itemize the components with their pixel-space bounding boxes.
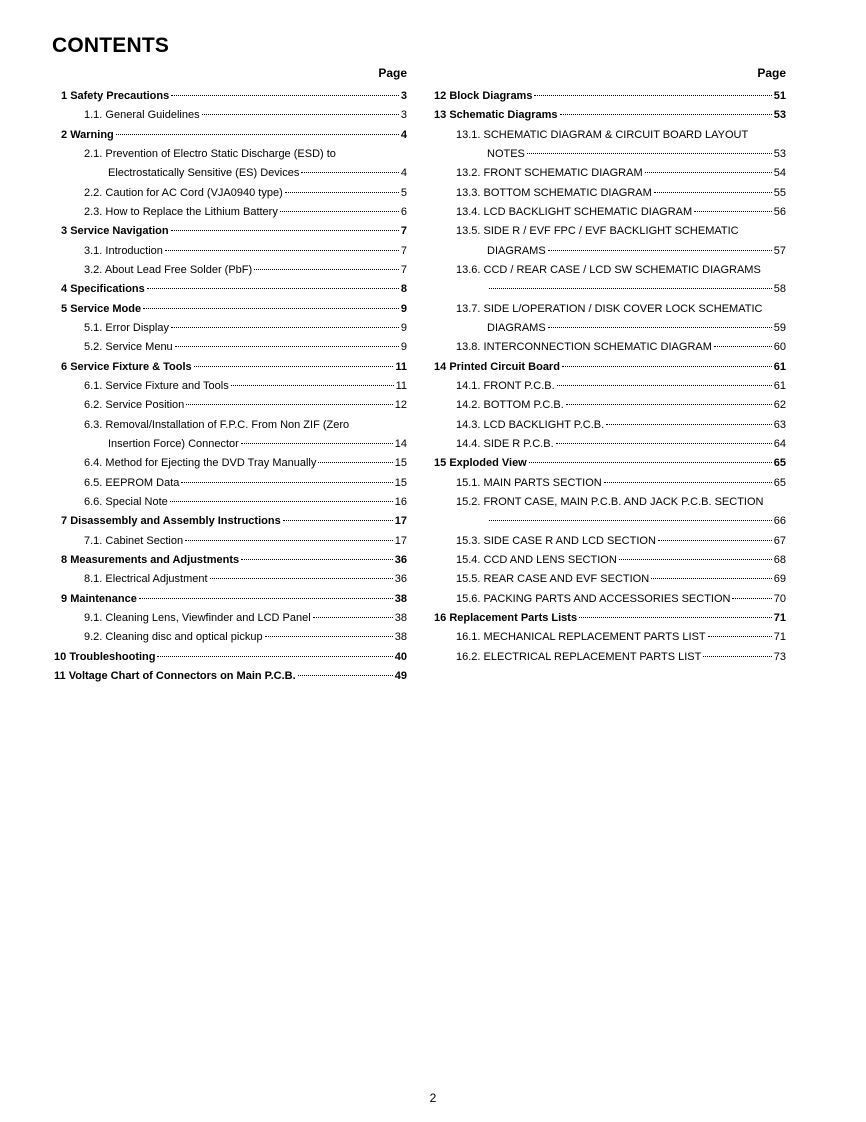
toc-entry[interactable]	[52, 261, 407, 280]
toc-entry-number: 3.1.	[84, 244, 103, 257]
toc-entry[interactable]	[432, 570, 786, 589]
toc-entry-page: 36	[394, 573, 407, 586]
dot-leader	[202, 114, 399, 115]
toc-entry-number: 13.5.	[456, 225, 481, 238]
toc-entry-number: 1.1.	[84, 109, 103, 122]
toc-entry-label: Specifications	[70, 283, 145, 296]
toc-entry-page: 69	[773, 573, 786, 586]
dot-leader	[301, 172, 399, 173]
toc-entry-label: Prevention of Electro Static Discharge (ESD) to	[105, 147, 336, 160]
toc-entry[interactable]	[52, 338, 407, 357]
dot-leader	[280, 211, 399, 212]
toc-entry-label: Exploded View	[449, 457, 527, 470]
toc-entry-label: Safety Precautions	[70, 90, 170, 102]
toc-entry-label: SIDE CASE R AND LCD SECTION	[483, 534, 656, 547]
toc-entry-label: CCD AND LENS SECTION	[483, 553, 617, 566]
toc-entry-label: FRONT CASE, MAIN P.C.B. AND JACK P.C.B. SECTION	[483, 495, 764, 508]
toc-entry-number: 12	[434, 90, 447, 102]
toc-entry-label: Electrostatically Sensitive (ES) Devices	[108, 167, 300, 180]
toc-entry-label: Service Navigation	[70, 225, 169, 238]
toc-entry-number: 15	[434, 457, 447, 470]
dot-leader	[606, 424, 772, 425]
toc-entry-page: 11	[395, 360, 407, 373]
toc-entry[interactable]	[432, 493, 786, 512]
dot-leader	[732, 598, 771, 599]
toc-entry-page: 55	[773, 186, 786, 199]
toc-column-right	[432, 64, 786, 667]
toc-entry-number: 14.1.	[456, 379, 481, 392]
toc-entry-page: 7	[400, 225, 407, 238]
toc-entry-label: Measurements and Adjustments	[70, 553, 240, 566]
toc-entry-label: Printed Circuit Board	[449, 360, 560, 373]
toc-entry-label: Warning	[70, 128, 114, 141]
toc-entry-page: 17	[394, 515, 407, 528]
toc-entry[interactable]	[52, 280, 407, 299]
dot-leader	[231, 385, 394, 386]
dot-leader	[562, 366, 772, 367]
toc-entry-label: LCD BACKLIGHT SCHEMATIC DIAGRAM	[483, 205, 693, 218]
dot-leader	[548, 327, 772, 328]
toc-entry-page: 65	[773, 457, 786, 470]
toc-entry-label: MAIN PARTS SECTION	[483, 476, 602, 489]
toc-entry[interactable]	[52, 648, 407, 667]
toc-entry-number: 7.1.	[84, 534, 103, 547]
toc-entry[interactable]	[52, 532, 407, 551]
toc-entry[interactable]	[432, 628, 786, 647]
toc-entry-label: BOTTOM SCHEMATIC DIAGRAM	[483, 186, 652, 199]
toc-entry-label: SIDE L/OPERATION / DISK COVER LOCK SCHEMATIC	[483, 302, 763, 315]
toc-entry[interactable]	[52, 396, 407, 415]
dot-leader	[241, 443, 393, 444]
dot-leader	[557, 385, 772, 386]
page-number: 2	[429, 1091, 437, 1105]
toc-entry-page: 65	[773, 476, 786, 489]
toc-entry[interactable]	[432, 358, 786, 377]
dot-leader	[116, 134, 399, 135]
toc-entry-label: MECHANICAL REPLACEMENT PARTS LIST	[483, 631, 706, 644]
toc-entry-label: DIAGRAMS	[487, 244, 546, 257]
toc-entry-label: Disassembly and Assembly Instructions	[70, 515, 281, 528]
toc-entry-number: 3.2.	[84, 263, 103, 276]
toc-entry-label: NOTES	[487, 147, 525, 160]
toc-entry[interactable]	[52, 667, 407, 686]
toc-entry-page: 68	[773, 553, 786, 566]
toc-entry[interactable]	[432, 203, 786, 222]
toc-entry[interactable]	[432, 126, 786, 145]
toc-entry-number: 15.6.	[456, 592, 481, 605]
toc-entry[interactable]	[432, 454, 786, 473]
toc-entry-page: 53	[773, 147, 786, 160]
toc-entry-label: Cabinet Section	[105, 534, 184, 547]
toc-entry-page: 53	[773, 109, 786, 122]
toc-entry-number: 15.4.	[456, 553, 481, 566]
page-column-header: Page	[378, 66, 407, 80]
dot-leader	[529, 462, 772, 463]
toc-entry-page: 12	[394, 399, 407, 412]
toc-entry[interactable]	[52, 551, 407, 570]
dot-leader	[143, 308, 399, 309]
toc-entry[interactable]	[432, 474, 786, 493]
toc-entry-label: Service Fixture and Tools	[105, 379, 229, 392]
toc-entry-label: Block Diagrams	[449, 90, 533, 102]
dot-leader	[703, 656, 771, 657]
dot-leader	[186, 404, 392, 405]
toc-entry-page: 40	[394, 650, 407, 663]
toc-entry-continuation[interactable]	[432, 145, 786, 164]
toc-entry[interactable]	[432, 338, 786, 357]
toc-entry[interactable]	[52, 493, 407, 512]
toc-entry-number: 15.5.	[456, 573, 481, 586]
toc-entry[interactable]	[52, 512, 407, 531]
toc-entry[interactable]	[52, 126, 407, 145]
dot-leader	[556, 443, 772, 444]
dot-leader	[651, 578, 772, 579]
toc-entry-page: 60	[773, 341, 786, 354]
toc-entry-label: Removal/Installation of F.P.C. From Non ZIF (Zero	[105, 418, 350, 431]
toc-entry-number: 16.2.	[456, 650, 481, 663]
toc-entry-number: 14.3.	[456, 418, 481, 431]
toc-entry-number: 2	[61, 128, 68, 141]
toc-entry-label: Schematic Diagrams	[449, 109, 558, 122]
dot-leader	[165, 250, 399, 251]
toc-entry-number: 9.2.	[84, 631, 103, 644]
toc-entry-page: 59	[773, 321, 786, 334]
toc-entry-label: Service Fixture & Tools	[70, 360, 192, 373]
toc-entry-number: 6.4.	[84, 457, 103, 470]
toc-entry[interactable]	[52, 300, 407, 319]
dot-leader	[170, 501, 393, 502]
toc-entry-label: EEPROM Data	[105, 476, 180, 489]
toc-entry-page: 5	[400, 186, 407, 199]
toc-entry-label: Method for Ejecting the DVD Tray Manually	[105, 457, 317, 470]
toc-entry-number: 14.2.	[456, 399, 481, 412]
toc-entry[interactable]	[52, 570, 407, 589]
toc-entry-number: 6.5.	[84, 476, 103, 489]
toc-entry-label: Electrical Adjustment	[105, 573, 208, 586]
toc-entry[interactable]	[432, 435, 786, 454]
toc-entry-page: 9	[400, 341, 407, 354]
toc-entry-page: 7	[400, 244, 407, 257]
dot-leader	[254, 269, 399, 270]
toc-entry[interactable]	[432, 416, 786, 435]
toc-entry-page: 64	[773, 437, 786, 450]
toc-entry-page: 71	[773, 631, 786, 644]
toc-entry-label: Service Mode	[70, 302, 142, 315]
toc-entry-label: FRONT SCHEMATIC DIAGRAM	[483, 167, 643, 180]
dot-leader	[489, 288, 772, 289]
toc-entry-page: 57	[773, 244, 786, 257]
dot-leader	[181, 482, 392, 483]
toc-entry-label: Service Menu	[105, 341, 173, 354]
dot-leader	[566, 404, 772, 405]
toc-entry-number: 16	[434, 611, 447, 624]
toc-entry[interactable]	[52, 145, 407, 164]
toc-entry-label: Maintenance	[70, 592, 137, 605]
toc-entry[interactable]	[432, 396, 786, 415]
toc-entry-page: 58	[773, 283, 786, 296]
toc-entry-number: 5.2.	[84, 341, 103, 354]
dot-leader	[645, 172, 772, 173]
toc-entry-number: 14	[434, 360, 447, 373]
toc-entry-continuation[interactable]	[432, 512, 786, 531]
toc-column-left	[52, 64, 407, 686]
dot-leader	[658, 540, 772, 541]
toc-entry-label: Cleaning disc and optical pickup	[105, 631, 263, 644]
dot-leader	[139, 598, 393, 599]
toc-entry-number: 15.3.	[456, 534, 481, 547]
toc-entry[interactable]	[52, 377, 407, 396]
toc-entry-number: 16.1.	[456, 631, 481, 644]
toc-entry-page: 14	[394, 437, 407, 450]
toc-entry[interactable]	[432, 261, 786, 280]
toc-entry-number: 13.4.	[456, 205, 481, 218]
page-title: CONTENTS	[52, 34, 170, 57]
toc-entry-page: 71	[773, 611, 786, 624]
toc-entry[interactable]	[432, 184, 786, 203]
toc-entry-page: 3	[400, 109, 407, 122]
toc-entry-page: 3	[400, 90, 407, 102]
dot-leader	[283, 520, 393, 521]
toc-entry[interactable]	[52, 416, 407, 435]
dot-leader	[313, 617, 393, 618]
toc-entry-number: 13.6.	[456, 263, 481, 276]
toc-entry-label: CCD / REAR CASE / LCD SW SCHEMATIC DIAGRAMS	[483, 263, 761, 276]
toc-entry-label: Special Note	[105, 495, 168, 508]
dot-leader	[171, 230, 399, 231]
toc-entry-number: 8.1.	[84, 573, 103, 586]
toc-entry-page: 66	[773, 515, 786, 528]
toc-entry-number: 10	[54, 650, 67, 663]
toc-entry-label: REAR CASE AND EVF SECTION	[483, 573, 650, 586]
toc-entry-page: 11	[395, 379, 407, 392]
toc-entry-label: Caution for AC Cord (VJA0940 type)	[105, 186, 283, 199]
toc-entry-page: 70	[773, 592, 786, 605]
toc-entry-number: 7	[61, 515, 68, 528]
toc-entry-number: 6.6.	[84, 495, 103, 508]
dot-leader	[548, 250, 772, 251]
toc-entry-label: Replacement Parts Lists	[449, 611, 578, 624]
toc-entry-page: 38	[394, 631, 407, 644]
toc-entry-page: 8	[400, 283, 407, 296]
dot-leader	[560, 114, 772, 115]
toc-entry[interactable]	[52, 319, 407, 338]
toc-entry-page: 6	[400, 205, 407, 218]
toc-entry-page: 7	[400, 263, 407, 276]
toc-entry-label: Service Position	[105, 399, 185, 412]
toc-entry-page: 17	[394, 534, 407, 547]
toc-entry-page: 49	[394, 669, 407, 682]
toc-entry-continuation[interactable]	[432, 242, 786, 261]
dot-leader	[579, 617, 772, 618]
toc-entry-page: 61	[773, 360, 786, 373]
toc-entry-number: 13.3.	[456, 186, 481, 199]
toc-entry-page: 38	[394, 592, 407, 605]
dot-leader	[604, 482, 772, 483]
toc-entry[interactable]	[432, 532, 786, 551]
toc-entry-number: 13.7.	[456, 302, 481, 315]
toc-entry-number: 4	[61, 283, 68, 296]
toc-entry-label: General Guidelines	[105, 109, 200, 122]
dot-leader	[298, 675, 393, 676]
dot-leader	[185, 540, 393, 541]
toc-entry-page: 16	[394, 495, 407, 508]
toc-entry-page: 62	[773, 399, 786, 412]
toc-entry[interactable]	[432, 590, 786, 609]
toc-entry-number: 13.1.	[456, 128, 481, 141]
toc-entry-page: 15	[394, 457, 407, 470]
toc-entry[interactable]	[432, 300, 786, 319]
toc-entry-number: 1	[61, 90, 68, 102]
toc-entry-page: 4	[400, 128, 407, 141]
toc-entry-number: 5	[61, 302, 68, 315]
dot-leader	[714, 346, 772, 347]
dot-leader	[157, 656, 392, 657]
toc-entry-label: Cleaning Lens, Viewfinder and LCD Panel	[105, 611, 311, 624]
toc-entry-page: 15	[394, 476, 407, 489]
toc-entry-number: 13.8.	[456, 341, 481, 354]
toc-entry-page: 4	[400, 167, 407, 180]
toc-entry-label: INTERCONNECTION SCHEMATIC DIAGRAM	[483, 341, 712, 354]
toc-entry-number: 15.1.	[456, 476, 481, 489]
toc-entry-page: 9	[400, 302, 407, 315]
toc-entry-page: 63	[773, 418, 786, 431]
toc-entry-label: Troubleshooting	[69, 650, 156, 663]
toc-entry-label: Error Display	[105, 321, 169, 334]
toc-entry-label: Introduction	[105, 244, 163, 257]
dot-leader	[527, 153, 772, 154]
toc-entry-number: 5.1.	[84, 321, 103, 334]
toc-entry-continuation[interactable]	[432, 319, 786, 338]
toc-entry-number: 13	[434, 109, 447, 122]
toc-entry-number: 9	[61, 592, 68, 605]
dot-leader	[489, 520, 772, 521]
toc-entry-continuation[interactable]	[52, 164, 407, 183]
toc-entry[interactable]	[52, 87, 407, 106]
dot-leader	[318, 462, 392, 463]
toc-entry-label: Voltage Chart of Connectors on Main P.C.B.	[68, 669, 296, 682]
toc-entry-label: ELECTRICAL REPLACEMENT PARTS LIST	[483, 650, 702, 663]
toc-entry-page: 54	[773, 167, 786, 180]
toc-entry-label: DIAGRAMS	[487, 321, 546, 334]
toc-entry-number: 9.1.	[84, 611, 103, 624]
toc-entry-number: 13.2.	[456, 167, 481, 180]
toc-entry-page: 67	[773, 534, 786, 547]
toc-entry-number: 15.2.	[456, 495, 481, 508]
toc-entry-number: 2.1.	[84, 147, 103, 160]
toc-entry-label: Insertion Force) Connector	[108, 437, 239, 450]
dot-leader	[194, 366, 394, 367]
toc-entry[interactable]	[52, 609, 407, 628]
toc-entry-number: 6.2.	[84, 399, 103, 412]
toc-entry[interactable]	[432, 222, 786, 241]
toc-entry-label: PACKING PARTS AND ACCESSORIES SECTION	[483, 592, 731, 605]
dot-leader	[171, 327, 399, 328]
toc-entry[interactable]	[52, 590, 407, 609]
toc-entry[interactable]	[52, 222, 407, 241]
toc-entry-label: FRONT P.C.B.	[483, 379, 555, 392]
toc-entry-continuation[interactable]	[432, 280, 786, 299]
toc-list	[52, 87, 407, 686]
toc-entry[interactable]	[432, 648, 786, 667]
toc-entry-page: 56	[773, 205, 786, 218]
toc-entry-label: BOTTOM P.C.B.	[483, 399, 564, 412]
dot-leader	[694, 211, 772, 212]
toc-entry-page: 51	[773, 90, 786, 102]
dot-leader	[241, 559, 393, 560]
dot-leader	[265, 636, 393, 637]
toc-entry-continuation[interactable]	[52, 435, 407, 454]
toc-entry[interactable]	[52, 242, 407, 261]
toc-entry[interactable]	[52, 184, 407, 203]
toc-entry-label: How to Replace the Lithium Battery	[105, 205, 278, 218]
toc-entry-page: 36	[394, 553, 407, 566]
toc-entry-label: SIDE R P.C.B.	[483, 437, 554, 450]
dot-leader	[147, 288, 399, 289]
dot-leader	[654, 192, 772, 193]
toc-entry-number: 6.3.	[84, 418, 103, 431]
toc-entry[interactable]	[52, 628, 407, 647]
toc-entry-label: LCD BACKLIGHT P.C.B.	[483, 418, 605, 431]
toc-entry[interactable]	[52, 358, 407, 377]
toc-entry[interactable]	[52, 474, 407, 493]
toc-entry-number: 14.4.	[456, 437, 481, 450]
toc-entry-page: 61	[773, 379, 786, 392]
toc-entry[interactable]	[432, 551, 786, 570]
toc-entry-number: 3	[61, 225, 68, 238]
toc-entry-number: 11	[54, 669, 66, 682]
dot-leader	[210, 578, 393, 579]
page-column-header: Page	[757, 66, 786, 80]
toc-entry[interactable]	[52, 106, 407, 125]
toc-entry[interactable]	[432, 609, 786, 628]
dot-leader	[708, 636, 772, 637]
toc-entry-number: 2.2.	[84, 186, 103, 199]
toc-entry-page: 38	[394, 611, 407, 624]
dot-leader	[534, 95, 771, 96]
toc-entry-page: 9	[400, 321, 407, 334]
toc-list	[432, 87, 786, 667]
dot-leader	[171, 95, 399, 96]
dot-leader	[285, 192, 399, 193]
toc-entry-page: 73	[773, 650, 786, 663]
toc-entry-label: SIDE R / EVF FPC / EVF BACKLIGHT SCHEMATIC	[483, 225, 739, 238]
toc-entry-label: SCHEMATIC DIAGRAM & CIRCUIT BOARD LAYOUT	[483, 128, 749, 141]
dot-leader	[175, 346, 399, 347]
toc-entry-number: 2.3.	[84, 205, 103, 218]
toc-entry[interactable]	[432, 87, 786, 106]
toc-entry-number: 6.1.	[84, 379, 103, 392]
toc-entry[interactable]	[52, 203, 407, 222]
toc-entry[interactable]	[432, 164, 786, 183]
toc-entry-number: 6	[61, 360, 68, 373]
toc-entry-number: 8	[61, 553, 68, 566]
toc-entry[interactable]	[432, 106, 786, 125]
dot-leader	[619, 559, 772, 560]
toc-entry[interactable]	[52, 454, 407, 473]
toc-entry-label: About Lead Free Solder (PbF)	[104, 263, 253, 276]
toc-entry[interactable]	[432, 377, 786, 396]
